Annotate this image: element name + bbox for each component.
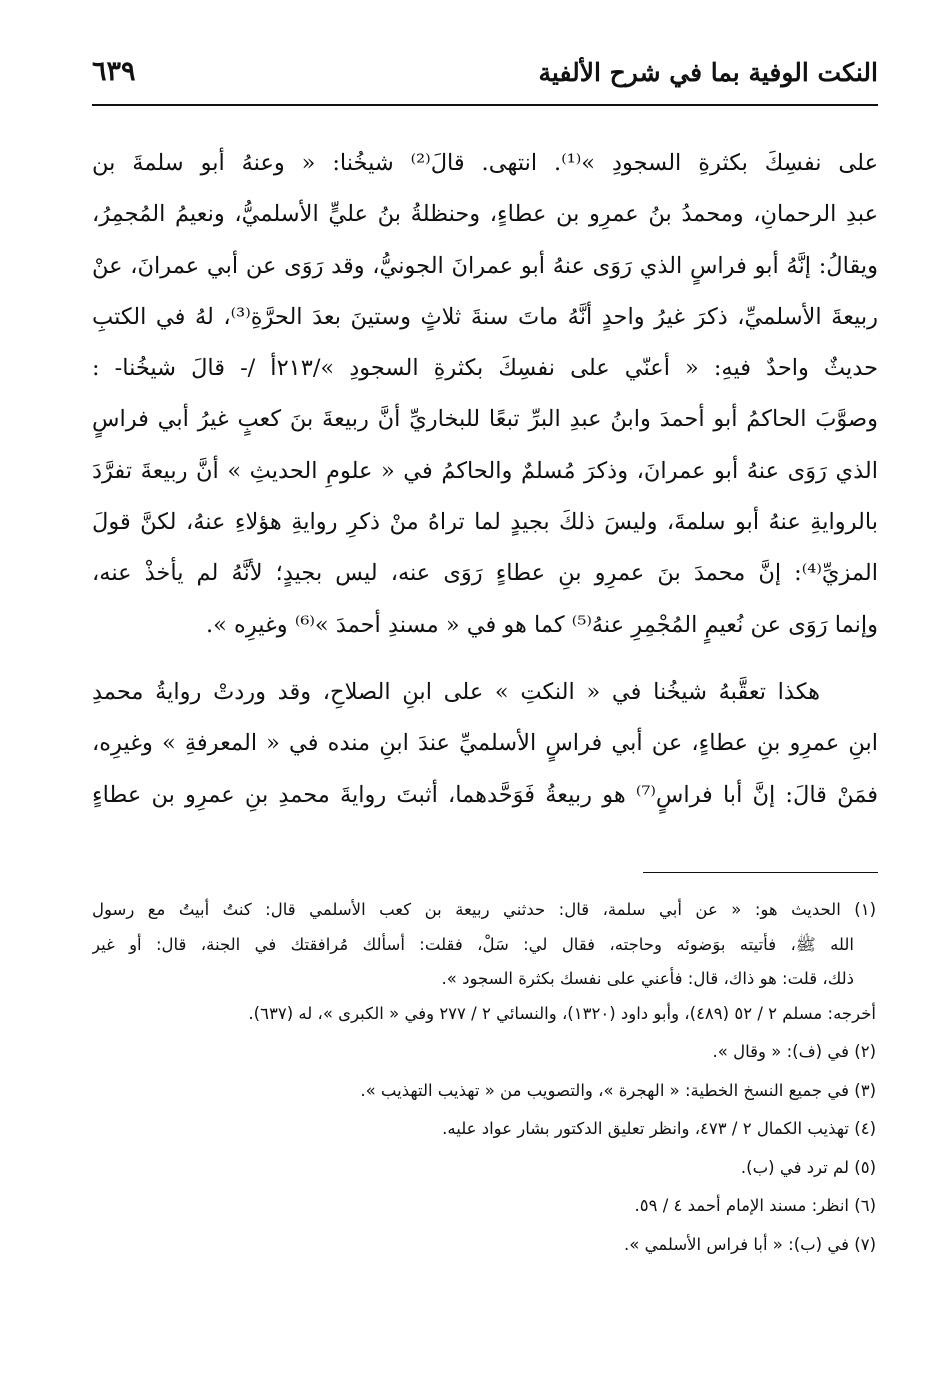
footnote-line: (٢) في (ف): « وقال ». (712, 1042, 876, 1061)
text-line: وصوَّبَ الحاكمُ أبو أحمدَ وابنُ عبدِ البرِّ تبعًا للبخاريِّ أنَّ ربيعةَ بنَ كعبٍ غيرُ أبي فراسٍ (92, 406, 878, 433)
text-line: ويقالُ: إنَّهُ أبو فراسٍ الذي رَوَى عنهُ أبو عمرانَ الجونيُّ، وقد رَوَى عن أبي عمرانَ، عنْ (92, 252, 878, 279)
text-line: ربيعةَ الأسلميِّ، ذكرَ غيرُ واحدٍ أنَّهُ ماتَ سنةَ ثلاثٍ وستينَ بعدَ الحرَّةِ⁽³⁾، لهُ في الكتبِ (92, 303, 878, 330)
footnote-line: (٧) في (ب): « أبا فراس الأسلمي ». (623, 1234, 876, 1254)
text-line: ابنِ عمرِو بنِ عطاءٍ، عن أبي فراسٍ الأسلميِّ عندَ ابنِ منده في « المعرفةِ » وغيرِه، (92, 730, 878, 757)
footnote-separator (643, 872, 878, 873)
text-line: بالروايةِ عنهُ أبو سلمةَ، وليسَ ذلكَ بجيدٍ لما تراهُ منْ ذكرِ روايةِ هؤلاءِ عنهُ، لكنَّ قولَ (92, 509, 878, 536)
footnote-line: ذلك، قلت: هو ذاك، قال: فأعني على نفسك بكثرة السجود ». (441, 969, 854, 988)
footnote-line: (٦) انظر: مسند الإمام أحمد ٤ / ٥٩. (634, 1196, 876, 1215)
text-line: عبدِ الرحمانِ، ومحمدُ بنُ عمرِو بن عطاءٍ، وحنظلةُ بنُ عليٍّ الأسلميُّ، ونعيمُ المُجمِرُ، (92, 201, 878, 228)
running-title: النكت الوفية بما في شرح الألفية (538, 58, 878, 87)
footnote-line: (٣) في جميع النسخ الخطية: « الهجرة »، والتصويب من « تهذيب التهذيب ». (360, 1080, 876, 1100)
main-text (92, 138, 878, 821)
text-line: المزيِّ⁽⁴⁾: إنَّ محمدَ بنَ عمرِو بنِ عطاءٍ رَوَى عنه، ليس بجيدٍ؛ لأنَّهُ لم يأخذْ عنه، (92, 560, 878, 587)
footnote-line: الله ﷺ، فأتيته بوَضوئه وحاجته، فقال لي: سَلْ، فقلت: أسألك مُرافقتك في الجنة، قال: أو غير (92, 934, 854, 954)
footnote-line: (٥) لم ترد في (ب). (740, 1157, 876, 1177)
footnote-line: (١) الحديث هو: « عن أبي سلمة، قال: حدثني ربيعة بن كعب الأسلمي قال: كنتُ أبيتُ مع رسول (92, 900, 876, 919)
page-header (92, 52, 878, 106)
page-number: ٦٣٩ (92, 56, 136, 87)
text-line: الذي رَوَى عنهُ أبو عمرانَ، وذكرَ مُسلمٌ والحاكمُ في « علومِ الحديثِ » أنَّ ربيعةَ تفرَّدَ (92, 457, 878, 484)
footnote-line: أخرجه: مسلم ٢ / ٥٢ (٤٨٩)، وأبو داود (١٣٢٠)، والنسائي ٢ / ٢٧٧ وفي « الكبرى »، له (٦٣٧). (248, 1003, 876, 1023)
text-line: على نفسِكَ بكثرةِ السجودِ »⁽¹⁾. انتهى. قالَ⁽²⁾ شيخُنا: « وعنهُ أبو سلمةَ بن (92, 150, 878, 176)
text-line: وإنما رَوَى عن نُعيمٍ المُجْمِرِ عنهُ⁽⁵⁾ كما هو في « مسندِ أحمدَ »⁽⁶⁾ وغيرِه ». (205, 611, 878, 638)
text-line: هكذا تعقَّبهُ شيخُنا في « النكتِ » على ابنِ الصلاحِ، وقد وردتْ روايةُ محمدِ (92, 678, 820, 705)
footnote-line: (٤) تهذيب الكمال ٢ / ٤٧٣، وانظر تعليق الدكتور بشار عواد عليه. (442, 1119, 876, 1138)
text-line: حديثٌ واحدٌ فيهِ: « أعنّي على نفسِكَ بكثرةِ السجودِ »/٢١٣أ /- قالَ شيخُنا- : (92, 355, 878, 382)
text-line: فمَنْ قالَ: إنَّ أبا فراسٍ⁽⁷⁾ هو ربيعةُ فَوَحَّدهما، أثبتَ روايةَ محمدِ بنِ عمرِو بن عطاءٍ (92, 781, 878, 808)
footnotes (92, 893, 876, 1262)
